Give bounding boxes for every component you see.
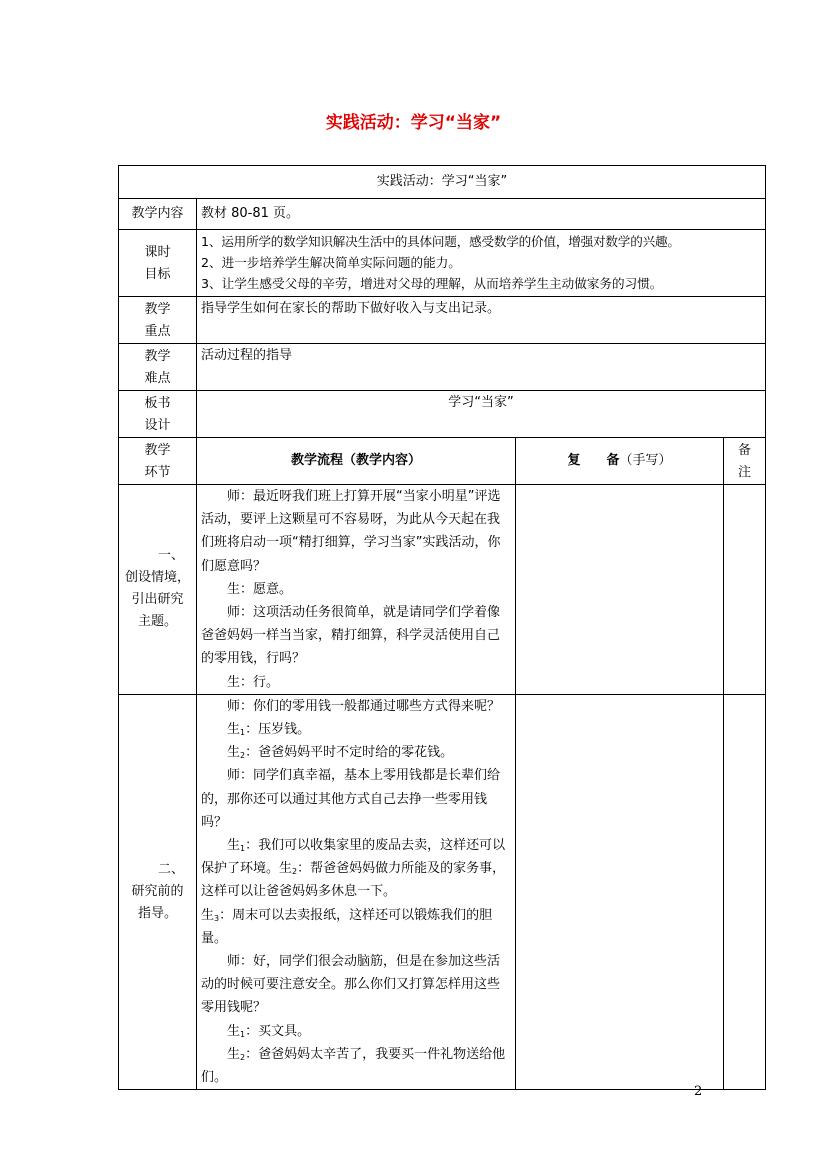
- dialogue-line: 生$_3$：周末可以去卖报纸，这样还可以锻炼我们的胆量。: [201, 907, 493, 946]
- difficulty-value: 活动过程的指导: [197, 344, 766, 391]
- content-value: 教材 80-81 页。: [197, 199, 766, 230]
- section1-content: [197, 485, 516, 695]
- difficulty-label: 教学 难点: [119, 344, 197, 391]
- goals-label: 课时 目标: [119, 230, 197, 297]
- page-number: 2: [694, 1084, 703, 1099]
- dialogue-line: 生：行。: [227, 674, 280, 690]
- table-header: 实践活动：学习“当家”: [119, 166, 766, 199]
- note-cell: [724, 694, 766, 1089]
- dialogue-line: 师：好，同学们很会动脑筋，但是在参加这些活动的时候可要注意安全。那么你们又打算怎样用这些零用钱呢？: [201, 954, 501, 1016]
- document-title: 实践活动：学习“当家”: [325, 113, 502, 133]
- goals-list: [197, 230, 766, 297]
- content-label: 教学内容: [119, 199, 197, 230]
- review-cell: [516, 694, 724, 1089]
- dialogue-line: 生$_1$：我们可以收集家里的废品去卖，这样还可以保护了环境。生$_2$：帮爸爸妈妈做力所能及的家务事，这样可以让爸爸妈妈多休息一下。: [201, 838, 506, 900]
- lesson-plan-table: [118, 165, 766, 1090]
- section2-content: [197, 694, 516, 1089]
- note-cell: [724, 485, 766, 695]
- dialogue-line: 生$_2$：爸爸妈妈平时不定时给的零花钱。: [227, 745, 454, 761]
- dialogue-line: 生$_1$：压岁钱。: [227, 722, 311, 738]
- dialogue-line: 生：愿意。: [227, 581, 293, 597]
- focus-value: 指导学生如何在家长的帮助下做好收入与支出记录。: [197, 297, 766, 344]
- dialogue-line: 生$_2$：爸爸妈妈太辛苦了，我要买一件礼物送给他们。: [201, 1046, 506, 1086]
- flow-header: 教学流程（教学内容）: [197, 438, 516, 485]
- note-header: 备 注: [724, 438, 766, 485]
- goal-item: 2、进一步培养学生解决简单实际问题的能力。: [201, 255, 461, 270]
- dialogue-line: 生$_1$：买文具。: [227, 1023, 311, 1039]
- dialogue-line: 师：你们的零用钱一般都通过哪些方式得来呢？: [227, 698, 501, 714]
- focus-label: 教学 重点: [119, 297, 197, 344]
- dialogue-line: 师：最近呀我们班上打算开展“当家小明星”评选活动，要评上这颗星可不容易呀，为此从今天起在我们班将启动一项“精打细算，学习当家”实践活动，你们愿意吗？: [201, 489, 501, 574]
- review-cell: [516, 485, 724, 695]
- stage-label: 教学 环节: [119, 438, 197, 485]
- section1-label: 一、 创设情境， 引出研究 主题。: [119, 485, 197, 695]
- board-label: 板书 设计: [119, 391, 197, 438]
- goal-item: 3、让学生感受父母的辛劳，增进对父母的理解，从而培养学生主动做家务的习惯。: [201, 276, 663, 291]
- section2-label: 二、 研究前的 指导。: [119, 694, 197, 1089]
- board-value: 学习“当家”: [197, 391, 766, 438]
- dialogue-line: 师：同学们真幸福，基本上零用钱都是长辈们给的，那你还可以通过其他方式自己去挣一些零用钱吗？: [201, 768, 501, 830]
- goal-item: 1、运用所学的数学知识解决生活中的具体问题，感受数学的价值，增强对数学的兴趣。: [201, 234, 680, 249]
- review-header: 复 备（手写）: [516, 438, 724, 485]
- dialogue-line: 师：这项活动任务很简单，就是请同学们学着像爸爸妈妈一样当当家，精打细算，科学灵活使用自己的零用钱，行吗？: [201, 605, 501, 667]
